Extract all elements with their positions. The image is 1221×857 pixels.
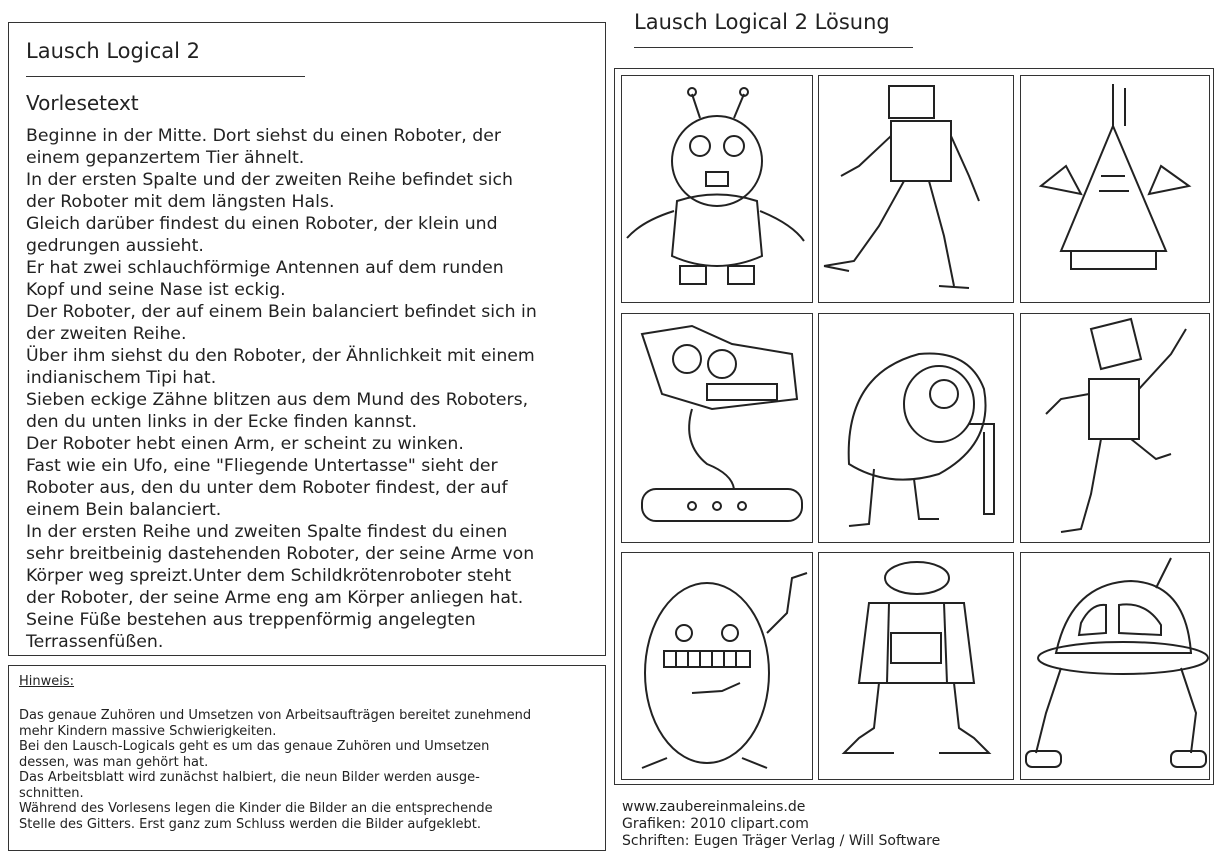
reading-line: Sieben eckige Zähne blitzen aus dem Mund des Roboters, xyxy=(26,390,529,410)
long-neck-robot-icon xyxy=(622,314,812,542)
reading-line: gedrungen aussieht. xyxy=(26,236,204,256)
reading-line: der Roboter mit dem längsten Hals. xyxy=(26,192,335,212)
hint-line: Das genaue Zuhören und Umsetzen von Arbeitsaufträgen bereitet zunehmend xyxy=(19,708,532,723)
solution-title-divider xyxy=(634,47,913,48)
reading-text-box xyxy=(8,22,606,656)
reading-line: einem Bein balanciert. xyxy=(26,500,222,520)
hint-line: Während des Vorlesens legen die Kinder die Bilder an die entsprechende xyxy=(19,801,493,816)
terrace-feet-robot-icon xyxy=(819,553,1013,779)
reading-line: Gleich darüber findest du einen Roboter, der klein und xyxy=(26,214,498,234)
footer-graphics: Grafiken: 2010 clipart.com xyxy=(622,816,809,832)
grid-cell-1-3 xyxy=(1020,75,1210,303)
hint-label: Hinweis: xyxy=(19,674,75,689)
reading-line: Der Roboter hebt einen Arm, er scheint zu winken. xyxy=(26,434,464,454)
footer-credits xyxy=(622,799,940,850)
reading-subtitle: Vorlesetext xyxy=(26,91,139,115)
round-antenna-robot-icon xyxy=(622,76,812,302)
reading-line: Über ihm siehst du den Roboter, der Ähnlichkeit mit einem xyxy=(26,346,535,366)
reading-line: der Roboter, der seine Arme eng am Körper anliegen hat. xyxy=(26,588,524,608)
grid-cell-2-2 xyxy=(818,313,1014,543)
reading-line: indianischem Tipi hat. xyxy=(26,368,217,388)
reading-line: Roboter aus, den du unter dem Roboter findest, der auf xyxy=(26,478,508,498)
grid-cell-3-3 xyxy=(1020,552,1210,780)
hint-line: mehr Kindern massive Schwierigkeiten. xyxy=(19,723,277,739)
reading-line: sehr breitbeinig dastehenden Roboter, der seine Arme von xyxy=(26,544,535,564)
one-leg-robot-icon xyxy=(1021,314,1209,542)
footer-fonts: Schriften: Eugen Träger Verlag / Will Software xyxy=(622,833,941,849)
tipi-robot-icon xyxy=(1021,76,1209,302)
grid-cell-1-2 xyxy=(818,75,1014,303)
solution-title: Lausch Logical 2 Lösung xyxy=(634,10,890,34)
hint-line: schnitten. xyxy=(19,785,84,801)
reading-line: In der ersten Spalte und der zweiten Reihe befindet sich xyxy=(26,170,513,190)
reading-line: In der ersten Reihe und zweiten Spalte findest du einen xyxy=(26,522,508,542)
grid-cell-3-1 xyxy=(621,552,813,780)
waving-egg-robot-icon xyxy=(622,553,812,779)
grid-cell-3-2 xyxy=(818,552,1014,780)
hint-line: Bei den Lausch-Logicals geht es um das genaue Zuhören und Umsetzen xyxy=(19,739,490,754)
reading-line: Fast wie ein Ufo, eine "Fliegende Untertasse" sieht der xyxy=(26,456,498,476)
hint-line: Stelle des Gitters. Erst ganz zum Schluss werden die Bilder aufgeklebt. xyxy=(19,816,482,832)
reading-line: Beginne in der Mitte. Dort siehst du einen Roboter, der xyxy=(26,126,501,146)
grid-cell-2-1 xyxy=(621,313,813,543)
footer-website: www.zaubereinmaleins.de xyxy=(622,799,806,815)
reading-text xyxy=(26,125,596,653)
reading-line: einem gepanzertem Tier ähnelt. xyxy=(26,148,305,168)
title-divider xyxy=(26,76,305,77)
ufo-robot-icon xyxy=(1021,553,1209,779)
reading-line: Er hat zwei schlauchförmige Antennen auf dem runden xyxy=(26,258,504,278)
reading-line: Der Roboter, der auf einem Bein balanciert befindet sich in xyxy=(26,302,537,322)
hint-line: dessen, was man gehört hat. xyxy=(19,754,209,770)
turtle-robot-icon xyxy=(819,314,1013,542)
hint-text xyxy=(19,708,599,832)
reading-line: den du unten links in der Ecke finden kannst. xyxy=(26,412,418,432)
hint-box xyxy=(8,665,606,851)
reading-line: der zweiten Reihe. xyxy=(26,324,187,344)
worksheet-title: Lausch Logical 2 xyxy=(26,39,200,63)
striding-robot-icon xyxy=(819,76,1013,302)
grid-cell-2-3 xyxy=(1020,313,1210,543)
reading-line: Körper weg spreizt.Unter dem Schildkrötenroboter steht xyxy=(26,566,512,586)
reading-line: Kopf und seine Nase ist eckig. xyxy=(26,280,286,300)
grid-cell-1-1 xyxy=(621,75,813,303)
hint-line: Das Arbeitsblatt wird zunächst halbiert, die neun Bilder werden ausge- xyxy=(19,770,480,785)
solution-grid xyxy=(614,68,1214,785)
reading-line: Seine Füße bestehen aus treppenförmig angelegten xyxy=(26,610,476,630)
reading-line: Terrassenfüßen. xyxy=(26,632,164,652)
